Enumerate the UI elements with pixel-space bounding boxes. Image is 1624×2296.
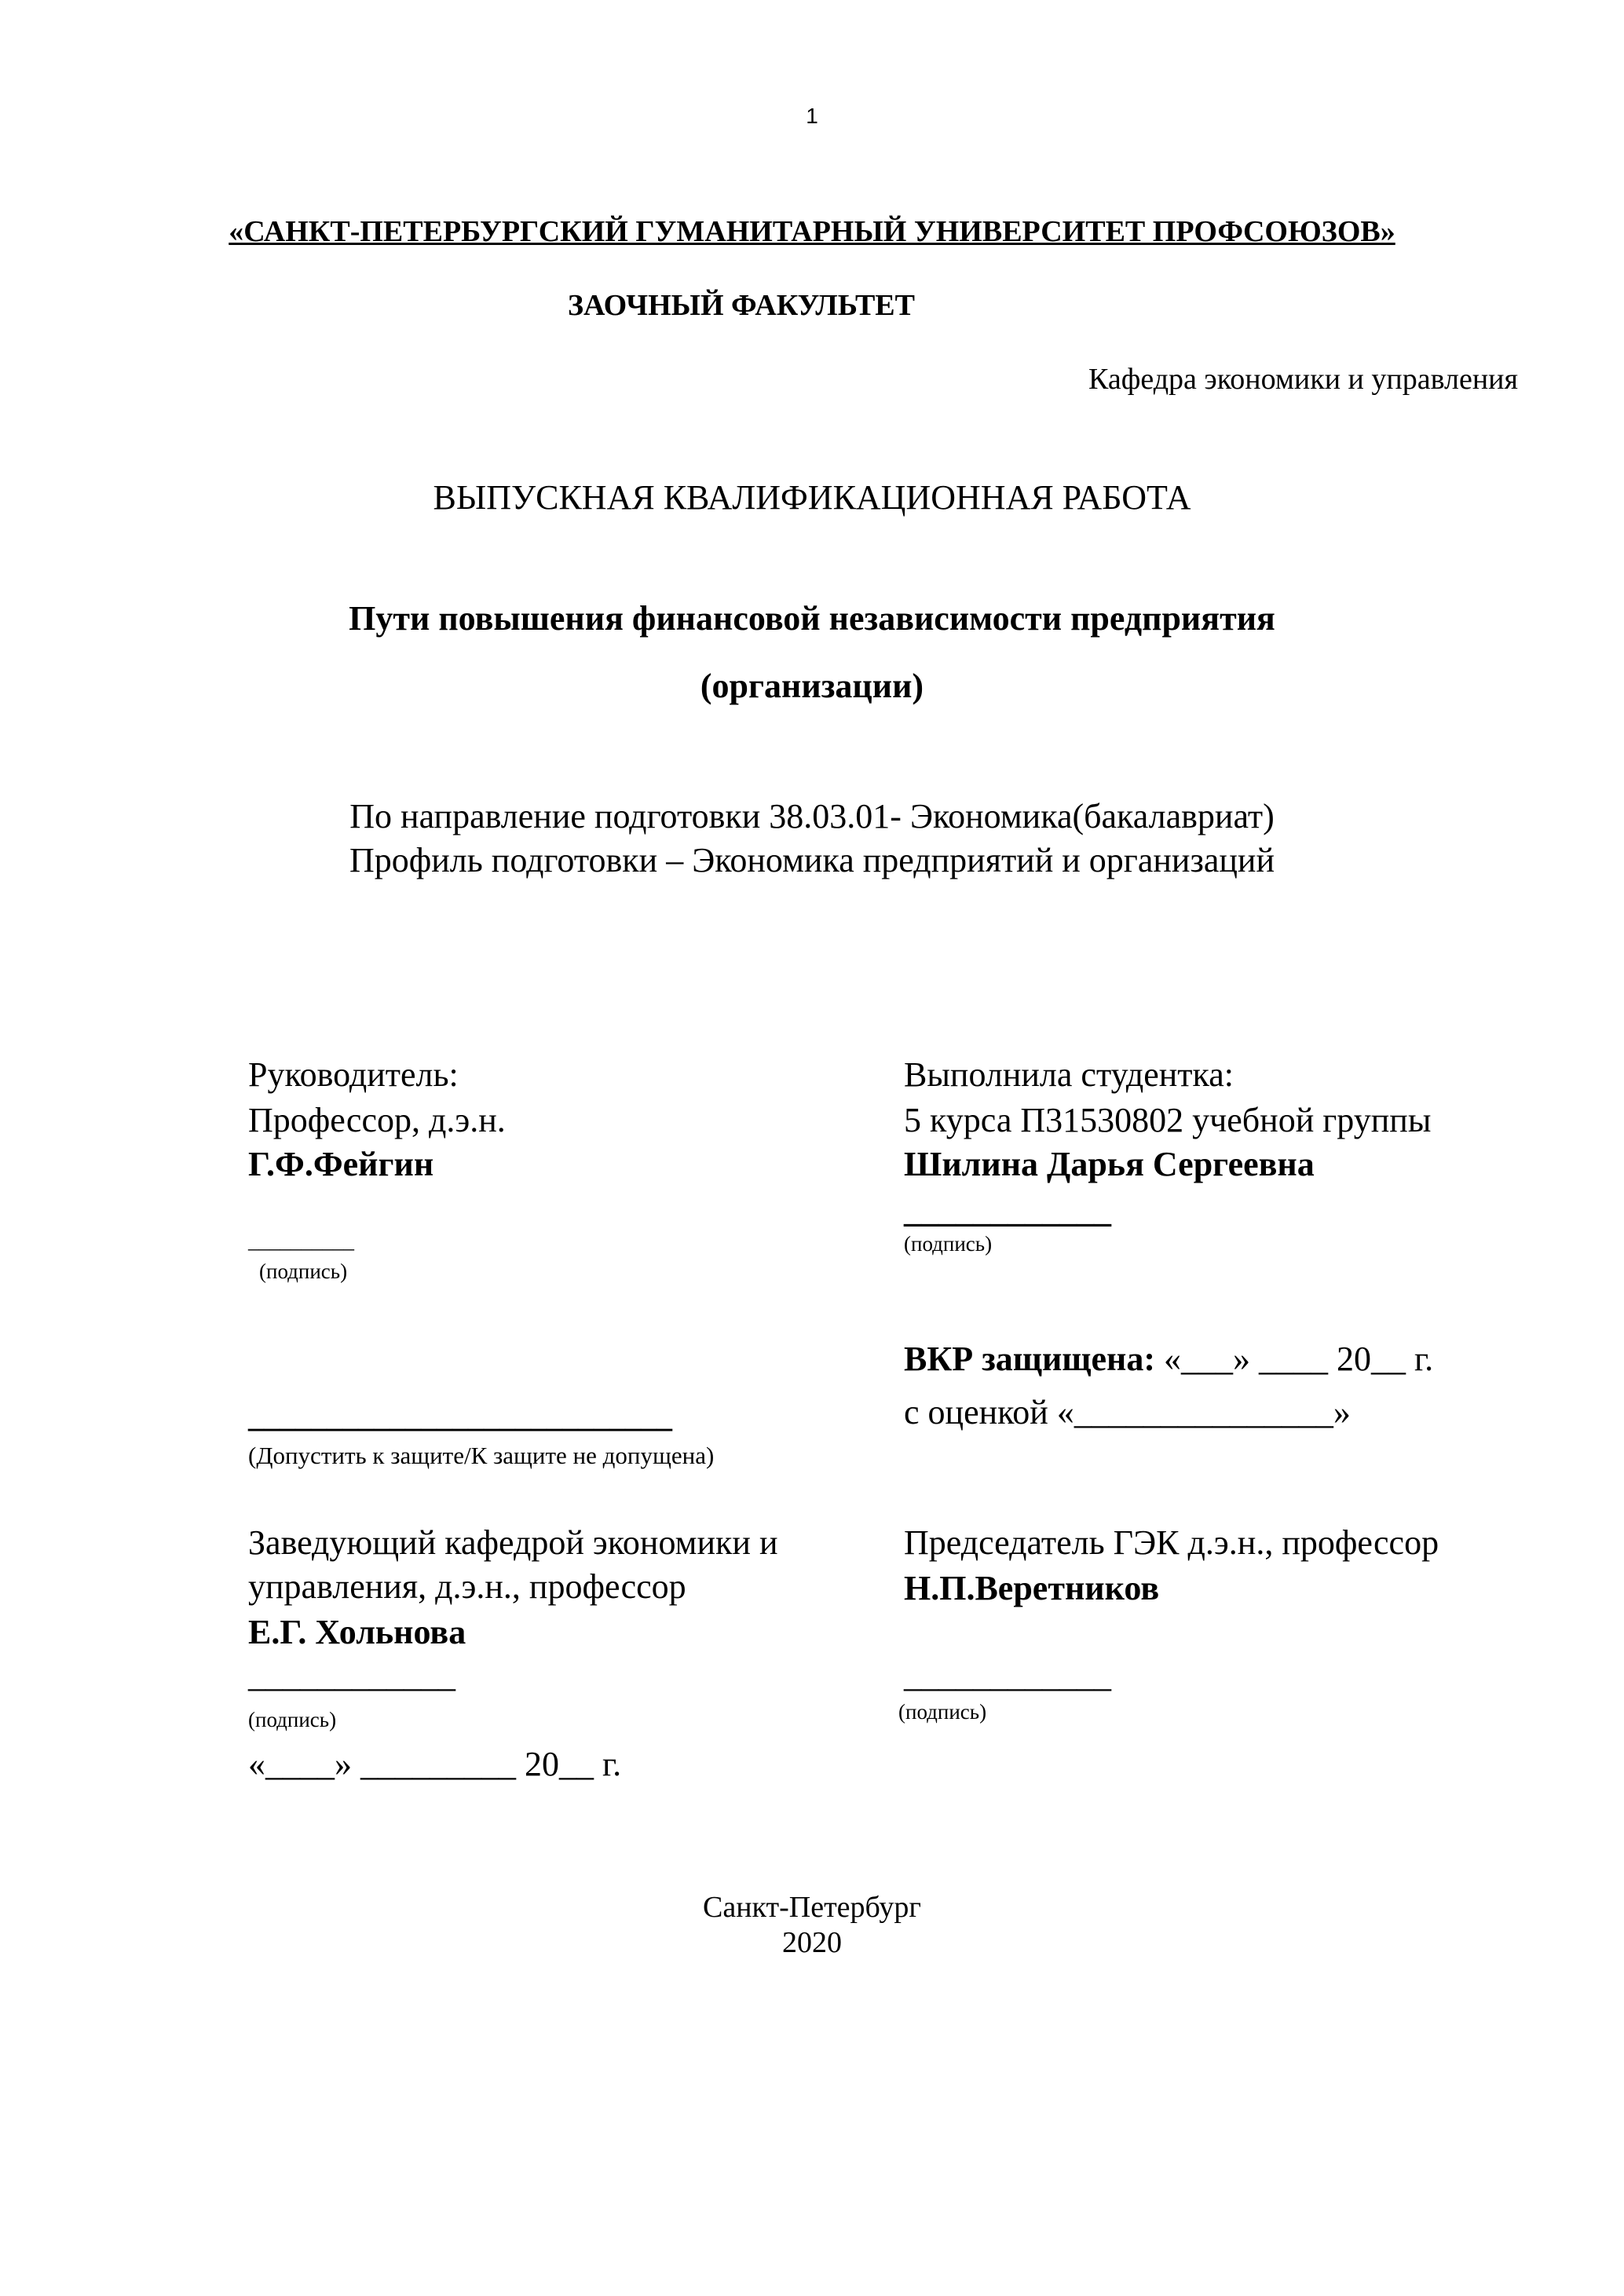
defense-grade: с оценкой «_______________» bbox=[904, 1393, 1351, 1431]
head-position-line1: Заведующий кафедрой экономики и bbox=[248, 1523, 778, 1562]
student-group: 5 курса П31530802 учебной группы bbox=[904, 1101, 1432, 1139]
student-signature-line: ____________ bbox=[904, 1191, 1111, 1230]
profile-line: Профиль подготовки – Экономика предприятий и организаций bbox=[349, 841, 1275, 879]
admission-label: (Допустить к защите/К защите не допущена) bbox=[248, 1442, 715, 1469]
admission-line: ___________________________ bbox=[248, 1398, 672, 1434]
thesis-title-line2: (организации) bbox=[700, 667, 924, 705]
work-type: ВЫПУСКНАЯ КВАЛИФИКАЦИОННАЯ РАБОТА bbox=[433, 478, 1191, 517]
head-name: Е.Г. Хольнова bbox=[248, 1613, 466, 1651]
chairman-signature-label: (подпись) bbox=[898, 1700, 987, 1724]
supervisor-name: Г.Ф.Фейгин bbox=[248, 1145, 434, 1183]
defense-line bbox=[904, 1342, 1433, 1377]
city: Санкт-Петербург bbox=[702, 1891, 922, 1924]
year: 2020 bbox=[782, 1926, 842, 1959]
defense-date: «___» ____ 20__ г. bbox=[1155, 1340, 1434, 1378]
supervisor-label: Руководитель: bbox=[248, 1055, 459, 1094]
chairman-name: Н.П.Веретников bbox=[904, 1569, 1160, 1607]
supervisor-signature-line: __________ bbox=[248, 1229, 354, 1252]
head-signature-label: (подпись) bbox=[248, 1708, 337, 1731]
thesis-title-line1: Пути повышения финансовой независимости предприятия bbox=[349, 599, 1275, 638]
chairman-signature-line: ____________ bbox=[904, 1656, 1111, 1695]
page-number: 1 bbox=[806, 104, 818, 128]
head-date: «____» _________ 20__ г. bbox=[248, 1745, 622, 1783]
student-signature-label: (подпись) bbox=[904, 1232, 993, 1256]
chairman-position: Председатель ГЭК д.э.н., профессор bbox=[904, 1523, 1439, 1562]
supervisor-signature-label: (подпись) bbox=[259, 1260, 348, 1283]
supervisor-position: Профессор, д.э.н. bbox=[248, 1101, 506, 1139]
head-position-line2: управления, д.э.н., профессор bbox=[248, 1567, 686, 1606]
university-name: «САНКТ-ПЕТЕРБУРГСКИЙ ГУМАНИТАРНЫЙ УНИВЕРСИТЕТ ПРОФСОЮЗОВ» bbox=[229, 215, 1395, 248]
student-label: Выполнила студентка: bbox=[904, 1055, 1234, 1094]
direction-line: По направление подготовки 38.03.01- Экономика(бакалавриат) bbox=[349, 797, 1275, 835]
student-name: Шилина Дарья Сергеевна bbox=[904, 1145, 1315, 1183]
faculty-name: ЗАОЧНЫЙ ФАКУЛЬТЕТ bbox=[567, 289, 915, 322]
department-name: Кафедра экономики и управления bbox=[1088, 363, 1518, 396]
defense-label: ВКР защищена: bbox=[904, 1340, 1155, 1378]
head-signature-line: ____________ bbox=[248, 1656, 455, 1695]
